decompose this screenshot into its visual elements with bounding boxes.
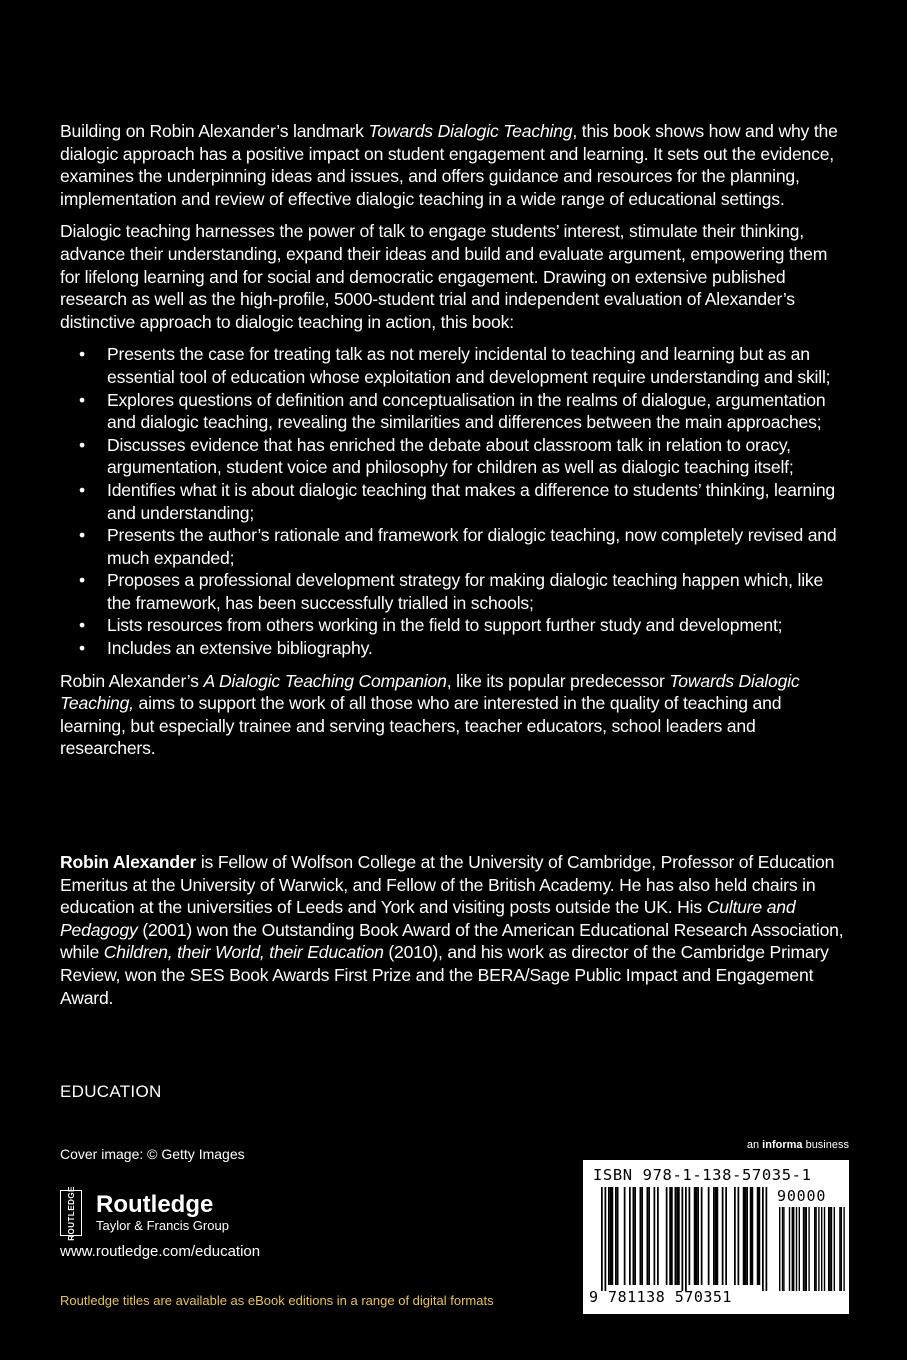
list-item: • Lists resources from others working in the field to support further study and development;: [79, 615, 783, 636]
addon-bar: [808, 1207, 809, 1291]
addon-bar: [824, 1207, 825, 1291]
barcode-bar: [678, 1187, 680, 1285]
publisher-url: www.routledge.com/education: [60, 1243, 261, 1260]
barcode-bar: [722, 1187, 724, 1285]
addon-digits: 90000: [777, 1187, 827, 1205]
barcode-bar: [617, 1187, 619, 1285]
barcode-bar: [743, 1187, 745, 1285]
addon-bar: [783, 1207, 784, 1291]
list-item: • Includes an extensive bibliography.: [79, 638, 373, 659]
barcode-bar: [610, 1187, 612, 1285]
barcode-bar: [666, 1187, 668, 1285]
list-item: • Presents the author’s rationale and framework for dialogic teaching, now completely revised and much expanded;: [79, 525, 837, 568]
routledge-logo-icon: ROUTLEDGE: [60, 1190, 82, 1236]
barcode-bar: [657, 1187, 659, 1285]
author-name: Robin Alexander: [60, 852, 197, 872]
isbn-text: ISBN 978-1-138-57035-1: [593, 1166, 812, 1184]
addon-bar: [829, 1207, 830, 1291]
barcode-guard-bar: [766, 1187, 768, 1291]
barcode-bar: [717, 1187, 719, 1285]
barcode-guard-bar: [601, 1187, 603, 1291]
bullet-icon: •: [79, 344, 85, 365]
barcode-bar: [757, 1187, 759, 1285]
bullet-icon: •: [79, 570, 85, 591]
barcode-bar: [647, 1187, 649, 1285]
barcode-bar: [694, 1187, 696, 1285]
barcode-bar: [697, 1187, 699, 1285]
barcode-bar: [634, 1187, 636, 1285]
addon-bar: [793, 1207, 794, 1291]
bullet-icon: •: [79, 638, 85, 659]
list-item: • Explores questions of definition and conceptualisation in the realms of dialogue, argumentation and dialogic teaching, revealing the similarities and differences between the main approaches;: [79, 389, 826, 433]
ebook-note: Routledge titles are available as eBook editions in a range of digital formats: [60, 1293, 494, 1308]
addon-bar: [796, 1207, 797, 1291]
barcode-bar: [648, 1187, 650, 1285]
informa-business-label: an informa business: [746, 1139, 849, 1151]
barcode-bar: [641, 1187, 643, 1285]
feature-list: [60, 343, 850, 659]
barcode-bar: [669, 1187, 671, 1285]
barcode-guard-bar: [605, 1187, 607, 1291]
cover-credit: Cover image: © Getty Images: [60, 1146, 245, 1162]
barcode-bar: [750, 1187, 752, 1285]
barcode-bar: [676, 1187, 678, 1285]
publisher-name: Routledge: [96, 1191, 214, 1218]
book-title: Towards Dialogic Teaching: [368, 121, 573, 141]
ean-digits: 9 781138 570351: [589, 1288, 732, 1306]
addon-bar: [814, 1207, 815, 1291]
blurb-paragraph-3: Robin Alexander’s A Dialogic Teaching Companion, like its popular predecessor Towards Dialogic Teaching, aims to support the work of all those who are interested in the quality of teaching and learning, but especially trainee and serving teachers, teacher educators, school leaders and researchers.: [60, 670, 800, 759]
barcode-bar: [671, 1187, 673, 1285]
barcode-guard-bar: [685, 1187, 687, 1291]
list-item: • Identifies what it is about dialogic teaching that makes a difference to students’ thinking, learning and understanding;: [79, 479, 835, 523]
bullet-icon: •: [79, 434, 85, 455]
barcode-bar: [615, 1187, 617, 1285]
barcode-bar: [725, 1187, 727, 1285]
addon-bar: [834, 1207, 835, 1291]
addon-bar: [779, 1207, 780, 1291]
addon-bar: [806, 1207, 807, 1291]
publisher-group: Taylor & Francis Group: [96, 1218, 229, 1233]
addon-bar: [818, 1207, 819, 1291]
barcode-bar: [708, 1187, 710, 1285]
bullet-icon: •: [79, 389, 85, 410]
addon-bar: [792, 1207, 793, 1291]
addon-bar: [828, 1207, 829, 1291]
author-bio: Robin Alexander is Fellow of Wolfson College at the University of Cambridge, Professor of Education Emeritus at the University of Warwick, and Fellow of the British Academy. He has also held chairs in education at the universities of Leeds and York and visiting posts outside the UK. His Culture and Pedagogy (2001) won the Outstanding Book Award of the American Educational Research Association, while Children, their World, their Education (2010), and his work as director of the Cambridge Primary Review, won the SES Book Awards First Prize and the BERA/Sage Public Impact and Engagement Award.: [60, 852, 844, 1008]
barcode-bar: [713, 1187, 715, 1285]
list-item: • Presents the case for treating talk as not merely incidental to teaching and learning but as an essential tool of education whose exploitation and development require understanding and skill;: [79, 344, 831, 387]
barcode-bar: [701, 1187, 703, 1285]
addon-bar: [831, 1207, 832, 1291]
barcode-bar: [734, 1187, 736, 1285]
barcode-bar: [654, 1187, 656, 1285]
barcode-bar: [759, 1187, 761, 1285]
barcode-bar: [608, 1187, 610, 1285]
list-item: • Proposes a professional development strategy for making dialogic teaching happen which, like the framework, has been successfully trialled in schools;: [79, 570, 824, 613]
barcode-bar: [633, 1187, 635, 1285]
barcode-bar: [715, 1187, 717, 1285]
barcode-guard-bar: [762, 1187, 764, 1291]
barcode-bar: [612, 1187, 614, 1285]
barcode-bar: [629, 1187, 631, 1285]
isbn-barcode: [583, 1160, 849, 1314]
addon-bar: [841, 1207, 842, 1291]
barcode-guard-bar: [682, 1187, 684, 1291]
addon-bar: [839, 1207, 840, 1291]
addon-bar: [799, 1207, 800, 1291]
addon-bar: [804, 1207, 805, 1291]
barcode-bar: [746, 1187, 748, 1285]
barcode-bar: [675, 1187, 677, 1285]
back-cover-blurb: [60, 120, 850, 770]
barcode-bar: [696, 1187, 698, 1285]
bullet-icon: •: [79, 615, 85, 636]
addon-bar: [821, 1207, 822, 1291]
barcode-bar: [752, 1187, 754, 1285]
subject-category: EDUCATION: [60, 1082, 162, 1101]
barcode-bar: [745, 1187, 747, 1285]
barcode-bar: [640, 1187, 642, 1285]
addon-bar: [843, 1207, 844, 1291]
barcode-bar: [738, 1187, 740, 1285]
blurb-paragraph-2: Dialogic teaching harnesses the power of talk to engage students’ interest, stimulate their thinking, advance their understanding, expand their ideas and build and evaluate argument, empowering them for lifelong learning and for social and democratic engagement. Drawing on extensive published research as well as the high-profile, 5000-student trial and independent evaluation of Alexander’s distinctive approach to dialogic teaching in action, this book:: [60, 221, 828, 332]
addon-bar: [803, 1207, 804, 1291]
bullet-icon: •: [79, 525, 85, 546]
addon-bar: [782, 1207, 783, 1291]
blurb-paragraph-1: Building on Robin Alexander’s landmark Towards Dialogic Teaching, this book shows how and why the dialogic approach has a positive impact on student engagement and learning. It sets out the evidence, examines the underpinning ideas and issues, and offers guidance and resources for the planning, implementation and review of effective dialogic teaching in a wide range of educational settings.: [60, 121, 838, 209]
bullet-icon: •: [79, 479, 85, 500]
barcode-bar: [624, 1187, 626, 1285]
list-item: • Discusses evidence that has enriched the debate about classroom talk in relation to oracy, argumentation, student voice and philosophy for children as well as dialogic teaching itself;: [79, 434, 794, 478]
publisher-logo: [60, 1185, 229, 1241]
addon-bar: [789, 1207, 790, 1291]
barcode-bar: [689, 1187, 691, 1285]
addon-bar: [815, 1207, 816, 1291]
